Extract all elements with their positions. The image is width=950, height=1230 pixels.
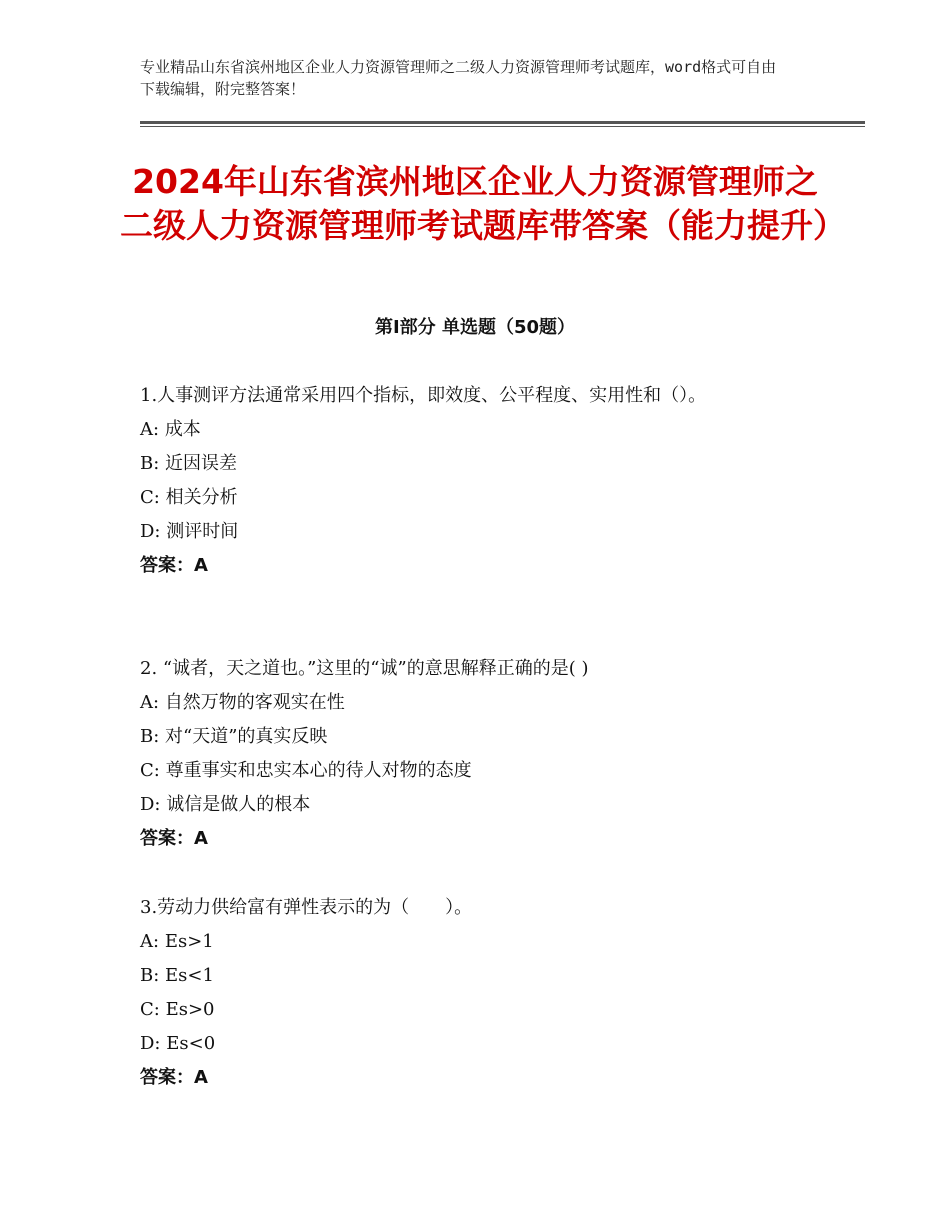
option-b bbox=[140, 722, 820, 756]
header-rule-thin bbox=[140, 126, 865, 127]
option-letter: A: bbox=[140, 692, 160, 713]
question-1 bbox=[140, 381, 820, 585]
option-letter: D: bbox=[140, 1033, 161, 1054]
option-c bbox=[140, 756, 820, 790]
option-text: Es<1 bbox=[165, 965, 214, 986]
option-letter: C: bbox=[140, 760, 160, 781]
option-text: 自然万物的客观实在性 bbox=[164, 692, 345, 713]
option-text: Es>1 bbox=[164, 931, 214, 952]
option-b bbox=[140, 961, 820, 995]
option-d bbox=[140, 517, 820, 551]
question-stem: 3.劳动力供给富有弹性表示的为（ ）。 bbox=[140, 897, 473, 918]
option-text: Es<0 bbox=[166, 1033, 216, 1054]
option-text: 近因误差 bbox=[165, 453, 238, 474]
option-letter: A: bbox=[140, 419, 160, 440]
option-letter: B: bbox=[140, 965, 160, 986]
option-letter: B: bbox=[140, 726, 160, 747]
option-letter: B: bbox=[140, 453, 160, 474]
header-rule-thick bbox=[140, 121, 865, 124]
answer-label: 答案：A bbox=[140, 1067, 208, 1088]
question-stem: 1.人事测评方法通常采用四个指标，即效度、公平程度、实用性和（）。 bbox=[140, 385, 707, 406]
document-title: 2024年山东省滨州地区企业人力资源管理师之二级人力资源管理师考试题库带答案（能力提升） bbox=[120, 162, 846, 245]
option-letter: C: bbox=[140, 999, 160, 1020]
option-text: 尊重事实和忠实本心的待人对物的态度 bbox=[165, 760, 472, 781]
option-letter: A: bbox=[140, 931, 160, 952]
option-text: 成本 bbox=[164, 419, 201, 440]
option-a bbox=[140, 927, 820, 961]
option-text: 对“天道”的真实反映 bbox=[165, 726, 328, 747]
option-text: 诚信是做人的根本 bbox=[166, 794, 311, 815]
option-c bbox=[140, 483, 820, 517]
option-letter: D: bbox=[140, 794, 161, 815]
option-c bbox=[140, 995, 820, 1029]
option-letter: C: bbox=[140, 487, 160, 508]
option-d bbox=[140, 1029, 820, 1063]
header-note: 专业精品山东省滨州地区企业人力资源管理师之二级人力资源管理师考试题库，word格式可自由下载编辑，附完整答案！ bbox=[140, 58, 777, 98]
question-2 bbox=[140, 654, 820, 858]
option-a bbox=[140, 688, 820, 722]
option-letter: D: bbox=[140, 521, 161, 542]
answer-label: 答案：A bbox=[140, 828, 208, 849]
option-b bbox=[140, 449, 820, 483]
option-text: Es>0 bbox=[165, 999, 215, 1020]
question-stem: 2. “诚者，天之道也。”这里的“诚”的意思解释正确的是( ) bbox=[140, 658, 589, 679]
option-text: 相关分析 bbox=[165, 487, 238, 508]
answer-label: 答案：A bbox=[140, 555, 208, 576]
option-text: 测评时间 bbox=[166, 521, 239, 542]
option-a bbox=[140, 415, 820, 449]
section-heading: 第Ⅰ部分 单选题（50题） bbox=[374, 317, 575, 338]
option-d bbox=[140, 790, 820, 824]
question-3 bbox=[140, 893, 820, 1097]
